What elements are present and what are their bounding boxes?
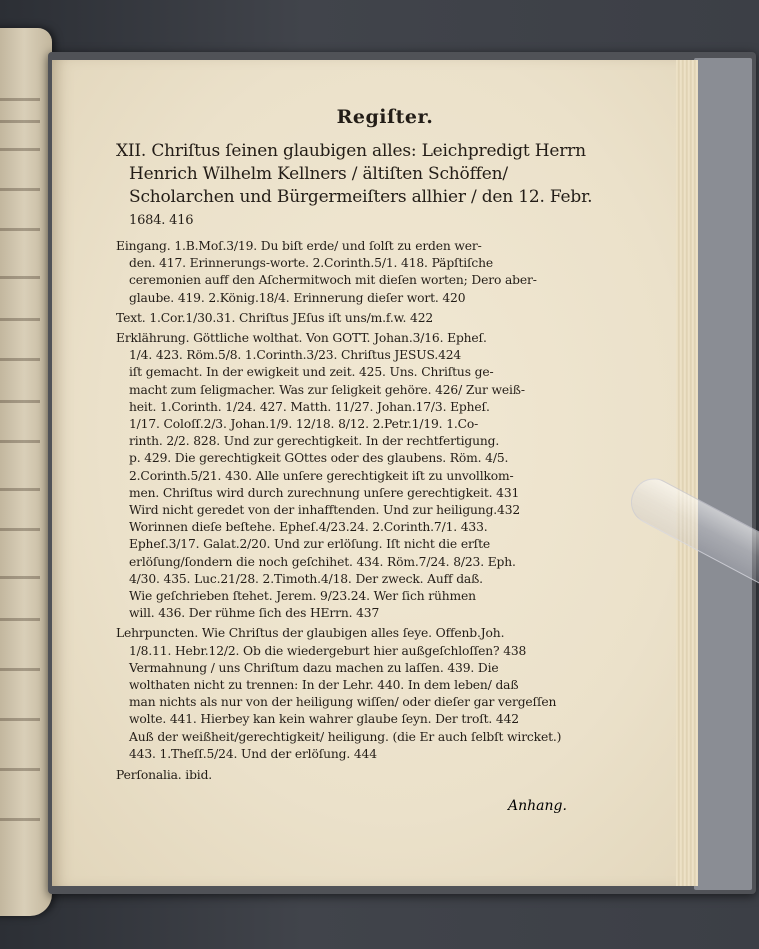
catchword: Anhang.	[508, 798, 567, 814]
entry-line: Göttliche wolthat. Von GOTT. Johan.3/16. Epheſ.	[193, 331, 487, 346]
entry-line: Wie geſchrieben ſtehet. Jerem. 9/23.24. Wer ſich rühmen	[129, 589, 476, 604]
entry-line: Worinnen dieſe beſtehe. Epheſ.4/23.24. 2.Corinth.7/1. 433.	[129, 520, 488, 535]
book-page	[52, 60, 676, 886]
entry-line: ceremonien auff den Aſchermitwoch mit dieſen worten; Dero aber-	[129, 273, 537, 288]
entry-line: will. 436. Der rühme ſich des HErrn. 437	[129, 606, 380, 621]
entry-eingang	[116, 238, 636, 307]
entry-label: Eingang.	[116, 239, 171, 253]
entry-line: 443. 1.Theſſ.5/24. Und der erlöſung. 444	[129, 746, 377, 761]
entry-line: 1.B.Moſ.3/19. Du biſt erde/ und ſolſt zu erden wer-	[174, 239, 482, 253]
facing-page-edge	[0, 28, 52, 916]
entry-line: heit. 1.Corinth. 1/24. 427. Matth. 11/27. Johan.17/3. Epheſ.	[129, 399, 490, 414]
entry-line: wolte. 441. Hierbey kan kein wahrer glaube ſeyn. Der troſt. 442	[129, 712, 519, 727]
entry-personalia: Perſonalia. ibid.	[116, 768, 213, 783]
entry-line: 1/8.11. Hebr.12/2. Ob die wiedergeburt hier außgeſchloſſen? 438	[129, 643, 527, 658]
entry-line: 1.Cor.1/30.31. Chriſtus JEſus iſt uns/m.f.w. 422	[149, 310, 434, 325]
entry-line: man nichts als nur von der heiligung wiſſen/ oder dieſer gar vergeſſen	[129, 695, 557, 710]
sermon-title	[116, 140, 636, 232]
entry-label: Lehrpuncten.	[116, 626, 199, 641]
entry-line: iſt gemacht. In der ewigkeit und zeit. 425. Uns. Chriſtus ge-	[129, 365, 494, 380]
entry-line: Epheſ.3/17. Galat.2/20. Und zur erlöſung. Iſt nicht die erſte	[129, 537, 490, 552]
entry-erklaehrung	[116, 330, 636, 622]
register-entries	[116, 238, 636, 784]
title-line: Scholarchen und Bürgermeiſters allhier / den 12. Febr.	[129, 187, 593, 207]
page-text	[116, 106, 636, 784]
entry-line: Auß der weißheit/gerechtigkeit/ heiligung. (die Er auch ſelbſt wircket.)	[129, 729, 562, 744]
title-line: 1684. 416	[129, 213, 194, 228]
entry-line: Wie Chriſtus der glaubigen alles ſeye. Offenb.Joh.	[201, 626, 505, 641]
page-header: Regiſter.	[336, 106, 434, 128]
book-board	[694, 58, 752, 890]
entry-label: Text.	[116, 310, 146, 325]
section-number: XII.	[116, 141, 147, 161]
title-line: Chriſtus ſeinen glaubigen alles: Leichpredigt Herrn	[151, 141, 586, 161]
entry-lehrpuncten	[116, 625, 636, 763]
entry-line: wolthaten nicht zu trennen: In der Lehr. 440. In dem leben/ daß	[129, 678, 519, 693]
entry-line: 4/30. 435. Luc.21/28. 2.Timoth.4/18. Der zweck. Auff daß.	[129, 571, 483, 586]
entry-line: 1/4. 423. Röm.5/8. 1.Corinth.3/23. Chriſtus JESUS.424	[129, 348, 462, 363]
entry-line: 2.Corinth.5/21. 430. Alle unſere gerechtigkeit iſt zu unvollkom-	[129, 468, 514, 483]
entry-line: rinth. 2/2. 828. Und zur gerechtigkeit. In der rechtfertigung.	[129, 434, 500, 449]
title-line: Henrich Wilhelm Kellners / ältiſten Schöffen/	[129, 164, 508, 184]
entry-line: 1/17. Coloſſ.2/3. Johan.1/9. 12/18. 8/12. 2.Petr.1/19. 1.Co-	[129, 417, 479, 432]
entry-line: Vermahnung / uns Chriſtum dazu machen zu laſſen. 439. Die	[129, 660, 499, 675]
entry-label: Erklährung.	[116, 331, 190, 346]
entry-text	[116, 310, 636, 327]
entry-line: p. 429. Die gerechtigkeit GOttes oder des glaubens. Röm. 4/5.	[129, 451, 509, 466]
entry-line: erlöſung/ſondern die noch geſchihet. 434. Röm.7/24. 8/23. Eph.	[129, 554, 516, 569]
entry-line: macht zum ſeligmacher. Was zur ſeligkeit gehöre. 426/ Zur weiß-	[129, 382, 525, 397]
entry-line: den. 417. Erinnerungs-worte. 2.Corinth.5/1. 418. Päpſtiſche	[129, 256, 494, 271]
entry-line: glaube. 419. 2.König.18/4. Erinnerung dieſer wort. 420	[129, 290, 466, 305]
entry-line: Wird nicht geredet von der inhafftenden. Und zur heiligung.432	[129, 503, 521, 518]
entry-line: men. Chriſtus wird durch zurechnung unſere gerechtigkeit. 431	[129, 485, 520, 500]
